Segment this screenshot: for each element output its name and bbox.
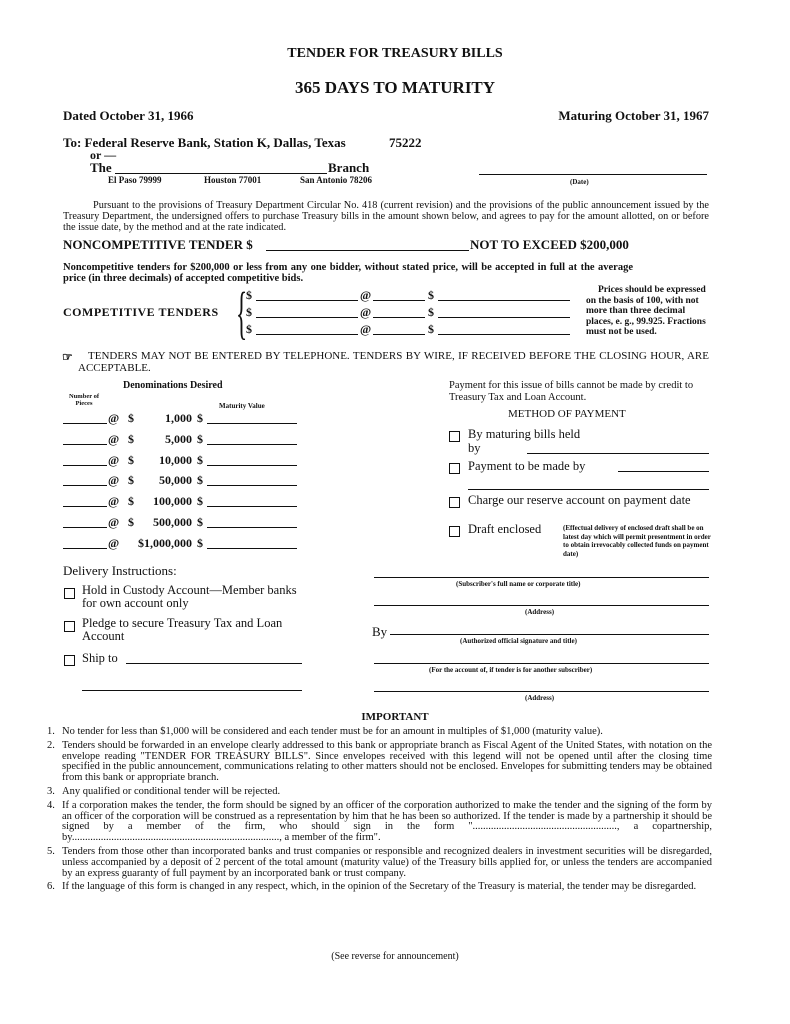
important-item [47, 739, 712, 784]
maturing-bills-line[interactable] [527, 453, 709, 454]
price-note: Prices should be expressed on the basis of 100, with not more than three decimal places, e. g., 99.925. Fractions must not be used. [586, 285, 706, 337]
payment-by-label: Payment to be made by [468, 459, 586, 473]
authorized-label: (Authorized official signature and title) [460, 637, 577, 645]
comp-price-2[interactable] [373, 317, 425, 318]
maturing-bills-label: By maturing bills held by [468, 427, 581, 455]
draft-enclosed-label: Draft enclosed [468, 522, 542, 536]
hold-custody-label: Hold in Custody Account—Member banks for own account only [82, 583, 297, 610]
address-label: (Address) [525, 608, 555, 616]
important-list [47, 726, 712, 896]
pieces-line[interactable] [63, 423, 107, 424]
maturity-value-line[interactable] [207, 506, 297, 507]
addressee-or: or — [90, 148, 117, 162]
pieces-line[interactable] [63, 548, 107, 549]
comp-total-3[interactable] [438, 334, 570, 335]
draft-note: (Effectual delivery of enclosed draft shall be on latest day which will permit presentment in order to obtain irrevocably collected funds on payment date) [563, 524, 711, 558]
noncompetitive-limit: NOT TO EXCEED $200,000 [470, 237, 629, 252]
payment-by-line-2[interactable] [468, 489, 709, 490]
at-sign: @ [108, 515, 120, 529]
value-dollar-sign: $ [197, 453, 203, 467]
maturity-value-line[interactable] [207, 527, 297, 528]
value-dollar-sign: $ [197, 411, 203, 425]
maturity-value-line[interactable] [207, 423, 297, 424]
hold-custody-checkbox[interactable] [64, 588, 75, 599]
comp-total-2[interactable] [438, 317, 570, 318]
address-line-2[interactable] [374, 691, 709, 692]
pieces-line[interactable] [63, 485, 107, 486]
maturity-value-line[interactable] [207, 485, 297, 486]
date-line[interactable] [479, 174, 707, 175]
value-dollar-sign: $ [197, 536, 203, 550]
noncompetitive-amount-line[interactable] [266, 250, 469, 251]
delivery-title: Delivery Instructions: [63, 563, 177, 578]
branch-el-paso: El Paso 79999 [108, 175, 162, 185]
important-title: IMPORTANT [361, 711, 429, 723]
denomination-value: 100,000 [153, 494, 192, 508]
dollar-sign: $ [128, 432, 134, 446]
important-item-number: 1. [47, 726, 55, 737]
dollar-sign: $ [128, 515, 134, 529]
address-label-2: (Address) [525, 694, 555, 702]
denominations-title: Denominations Desired [123, 380, 223, 391]
important-item-text: Tenders should be forwarded in an envelope clearly addressed to this bank or appropriate branch as Fiscal Agent of the United States, with notation on the envelope reading "TENDER FOR TREASURY BILLS". Since envelopes received with this legend will not be opened until after the closing time specified in the public announcement, communications relating to other matters should not be enclosed. Envelopes for submitting tenders may be obtained from this bank or appropriate branch. [62, 739, 712, 784]
important-item-number: 6. [47, 881, 55, 893]
maturity-value-line[interactable] [207, 548, 297, 549]
comp-dollar-1: $ [246, 288, 252, 302]
comp-dollar-3: $ [246, 322, 252, 336]
date-label: (Date) [570, 178, 589, 186]
dollar-sign: $ [128, 473, 134, 487]
addressee-to: To: Federal Reserve Bank, Station K, Dallas, Texas [63, 135, 346, 150]
charge-reserve-label: Charge our reserve account on payment date [468, 493, 691, 507]
addressee-branch: Branch [328, 160, 370, 175]
at-sign: @ [108, 411, 120, 425]
dollar-sign: $ [128, 453, 134, 467]
at-sign: @ [108, 473, 120, 487]
important-item [47, 845, 712, 879]
denomination-value: 1,000 [165, 411, 192, 425]
pledge-checkbox[interactable] [64, 621, 75, 632]
addressee-the: The [90, 160, 112, 175]
denomination-value: $1,000,000 [138, 536, 192, 550]
ship-to-line[interactable] [126, 663, 302, 664]
pointing-hand-icon: ☞ [62, 350, 73, 364]
col-number-of-pieces: Number of Pieces [68, 393, 100, 407]
denomination-value: 50,000 [159, 473, 192, 487]
important-item-number: 3. [47, 785, 55, 797]
payment-method-title: METHOD OF PAYMENT [508, 408, 626, 420]
competitive-brace: { [236, 280, 248, 345]
comp-amount-1[interactable] [256, 300, 358, 301]
comp-price-3[interactable] [373, 334, 425, 335]
comp-at-2: @ [360, 305, 372, 319]
draft-enclosed-checkbox[interactable] [449, 526, 460, 537]
branch-houston: Houston 77001 [204, 175, 262, 185]
maturing-date: Maturing October 31, 1967 [558, 108, 709, 123]
important-item [47, 726, 712, 738]
payment-by-line[interactable] [618, 471, 709, 472]
telephone-notice: TENDERS MAY NOT BE ENTERED BY TELEPHONE. TENDERS BY WIRE, IF RECEIVED BEFORE THE CLOSING HOUR, ARE ACCEPTABLE. [78, 350, 709, 374]
branch-san-antonio: San Antonio 78206 [300, 175, 373, 185]
at-sign: @ [108, 536, 120, 550]
denomination-value: 10,000 [159, 453, 192, 467]
value-dollar-sign: $ [197, 432, 203, 446]
comp-price-1[interactable] [373, 300, 425, 301]
comp-amount-3[interactable] [256, 334, 358, 335]
footer-note: (See reverse for announcement) [331, 951, 459, 962]
important-item-text: Tenders from those other than incorporated banks and trust companies or responsible and recognized dealers in investment securities will be disregarded, unless accompanied by a deposit of 2 percent of the total amount (maturity value) of the Treasury bills applied for, or unless the tenders are accompanied by an express guaranty of full payment by an incorporated bank or trust company. [62, 845, 712, 879]
pieces-line[interactable] [63, 527, 107, 528]
form-subtitle: 365 DAYS TO MATURITY [294, 78, 496, 97]
important-item-number: 5. [47, 845, 55, 857]
maturity-value-line[interactable] [207, 444, 297, 445]
noncompetitive-label: NONCOMPETITIVE TENDER $ [63, 237, 253, 252]
ship-to-label: Ship to [82, 651, 118, 665]
comp-at-3: @ [360, 322, 372, 336]
pieces-line[interactable] [63, 506, 107, 507]
pieces-line[interactable] [63, 444, 107, 445]
dated-date: Dated October 31, 1966 [63, 108, 194, 123]
noncompetitive-note: Noncompetitive tenders for $200,000 or less from any one bidder, without stated price, will be accepted in full at the average price (in three decimals) of accepted competitive bids. [63, 262, 633, 284]
at-sign: @ [108, 494, 120, 508]
addressee-zip: 75222 [389, 135, 422, 150]
important-item-text: If a corporation makes the tender, the form should be signed by an officer of the corporation authorized to make the tender and the signing of the form by an officer of the corporation will be construed as a representation by him that he has been so authorized. If the tender is made by a partnership it should be signed by a member of the firm, who should sign in the form "......................................................., a copartnership, by..............................................................................., a member of the firm". [62, 799, 712, 844]
at-sign: @ [108, 453, 120, 467]
competitive-label: COMPETITIVE TENDERS [63, 305, 219, 319]
charge-reserve-checkbox[interactable] [449, 497, 460, 508]
important-item [47, 785, 712, 798]
comp-dollar-2b: $ [428, 305, 434, 319]
address-line[interactable] [374, 605, 709, 606]
comp-at-1: @ [360, 288, 372, 302]
intro-paragraph: Pursuant to the provisions of Treasury Department Circular No. 418 (current revision) and the provisions of the public announcement issued by the Treasury Department, the undersigned offers to purchase Treasury bills in the amount shown below, and agrees to pay for the amount allotted, on or before the issue date, by the method and at the rate indicated. [63, 200, 709, 233]
important-item-text: Any qualified or conditional tender will be rejected. [62, 785, 281, 797]
comp-total-1[interactable] [438, 300, 570, 301]
signature-line[interactable] [390, 634, 709, 635]
ship-to-checkbox[interactable] [64, 655, 75, 666]
important-item-number: 2. [47, 739, 55, 751]
dollar-sign: $ [128, 411, 134, 425]
comp-dollar-2: $ [246, 305, 252, 319]
denomination-value: 500,000 [153, 515, 192, 529]
pieces-line[interactable] [63, 465, 107, 466]
subscriber-label: (Subscriber's full name or corporate title) [456, 580, 581, 588]
col-maturity-value: Maturity Value [219, 402, 265, 410]
important-item-text: No tender for less than $1,000 will be considered and each tender must be for an amount in multiples of $1,000 (maturity value). [62, 726, 603, 737]
subscriber-name-line[interactable] [374, 577, 709, 578]
important-item [47, 799, 712, 844]
comp-dollar-3b: $ [428, 322, 434, 336]
value-dollar-sign: $ [197, 473, 203, 487]
ship-to-line-2[interactable] [82, 690, 302, 691]
maturing-bills-checkbox[interactable] [449, 431, 460, 442]
denomination-value: 5,000 [165, 432, 192, 446]
maturity-value-line[interactable] [207, 465, 297, 466]
comp-dollar-1b: $ [428, 288, 434, 302]
branch-name-line[interactable] [115, 173, 327, 174]
important-item-text: If the language of this form is changed in any respect, which, in the opinion of the Secretary of the Treasury is material, the tender may be disregarded. [62, 881, 697, 893]
value-dollar-sign: $ [197, 494, 203, 508]
account-of-label: (For the account of, if tender is for another subscriber) [429, 666, 593, 674]
important-item [47, 881, 712, 893]
by-label: By [372, 624, 388, 639]
at-sign: @ [108, 432, 120, 446]
value-dollar-sign: $ [197, 515, 203, 529]
comp-amount-2[interactable] [256, 317, 358, 318]
payment-by-checkbox[interactable] [449, 463, 460, 474]
payment-note: Payment for this issue of bills cannot be made by credit to Treasury Tax and Loan Account. [449, 380, 694, 403]
dollar-sign: $ [128, 494, 134, 508]
form-title: TENDER FOR TREASURY BILLS [287, 46, 503, 61]
pledge-label: Pledge to secure Treasury Tax and Loan Account [82, 616, 283, 643]
account-of-line[interactable] [374, 663, 709, 664]
important-item-number: 4. [47, 799, 55, 811]
